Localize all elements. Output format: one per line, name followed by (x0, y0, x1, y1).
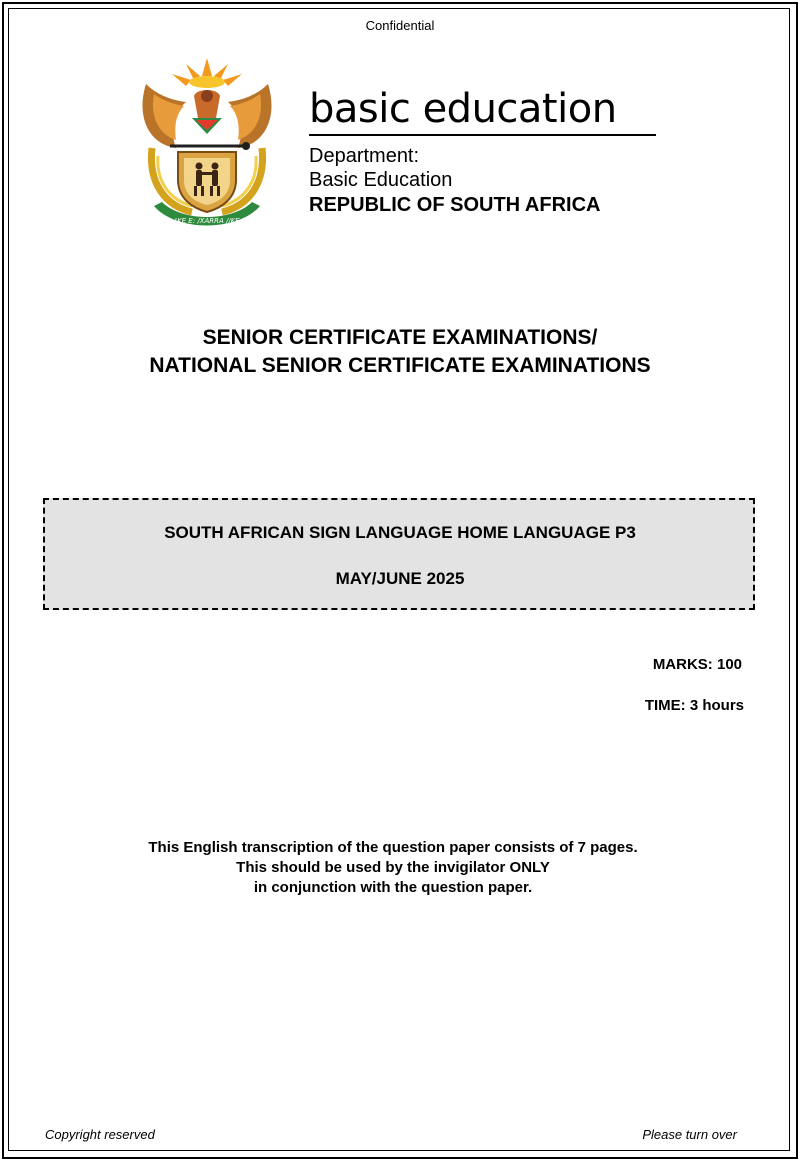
time-label: TIME: 3 hours (644, 697, 744, 714)
coat-of-arms-icon (136, 56, 278, 232)
department-logo-block (309, 86, 659, 218)
brand-country: REPUBLIC OF SOUTH AFRICA (309, 194, 601, 216)
marks-label: MARKS: 100 (652, 656, 742, 673)
subject-box (43, 498, 755, 610)
brand-divider (309, 134, 656, 136)
subject-name: SOUTH AFRICAN SIGN LANGUAGE HOME LANGUAGE P3 (164, 523, 636, 542)
copyright-footer: Copyright reserved (45, 1127, 155, 1142)
brand-title: basic education (309, 86, 617, 132)
notice-line-2: This should be used by the invigilator ONLY (236, 859, 550, 876)
turn-over-footer: Please turn over (642, 1127, 737, 1142)
exam-title-line-1: SENIOR CERTIFICATE EXAMINATIONS/ (202, 326, 598, 349)
exam-title-line-2: NATIONAL SENIOR CERTIFICATE EXAMINATIONS (149, 354, 651, 377)
crest-motto: !KE E: /XARRA //KE (174, 217, 240, 225)
notice-line-1: This English transcription of the question paper consists of 7 pages. (148, 839, 638, 856)
confidential-label: Confidential (365, 18, 435, 33)
notice-line-3: in conjunction with the question paper. (253, 879, 533, 896)
brand-unit: Basic Education (309, 169, 453, 191)
exam-title (0, 324, 800, 380)
exam-session: MAY/JUNE 2025 (335, 569, 465, 588)
invigilator-notice (0, 838, 786, 898)
brand-department: Department: (309, 145, 420, 167)
